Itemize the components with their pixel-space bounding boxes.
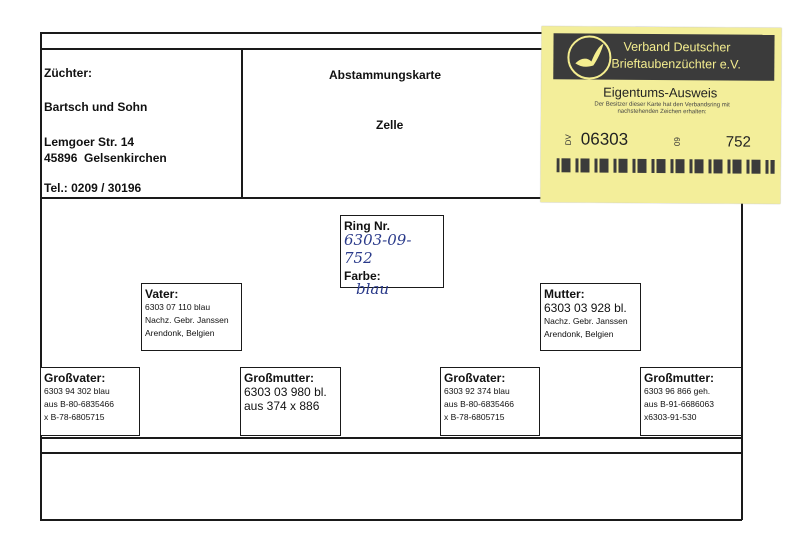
sticker-doc-title: Eigentums-Ausweis bbox=[603, 84, 718, 101]
father-ring: 6303 07 110 blau bbox=[145, 302, 211, 312]
footer-line-1 bbox=[40, 437, 742, 439]
year-label: 09 bbox=[672, 137, 682, 147]
father-box bbox=[141, 283, 242, 351]
grandmother-line2: aus 374 x 886 bbox=[244, 399, 320, 413]
grandmother-line1: 6303 03 980 bl. bbox=[244, 385, 327, 399]
ownership-sticker bbox=[540, 26, 781, 204]
grandmother-label: Großmutter: bbox=[244, 371, 314, 385]
grandfather-label: Großvater: bbox=[44, 371, 106, 385]
org-name-line1: Verband Deutscher bbox=[623, 39, 731, 55]
mother-label: Mutter: bbox=[544, 287, 585, 301]
color-value: blau bbox=[356, 280, 390, 298]
breeder-city: 45896 Gelsenkirchen bbox=[44, 151, 167, 165]
grandfather-line3: x B-78-6805715 bbox=[444, 412, 505, 422]
dove-logo-icon bbox=[567, 35, 611, 79]
grandfather-line2: aus B-80-6835466 bbox=[444, 399, 514, 409]
father-line2: Nachz. Gebr. Janssen bbox=[145, 315, 229, 325]
grandfather-label: Großvater: bbox=[444, 371, 506, 385]
mother-line2: Nachz. Gebr. Janssen bbox=[544, 316, 628, 326]
sticker-pattern bbox=[557, 158, 775, 174]
card-bottom-border bbox=[40, 519, 742, 521]
mother-ring: 6303 03 928 bl. bbox=[544, 301, 627, 315]
org-name-line2: Brieftaubenzüchter e.V. bbox=[611, 56, 741, 72]
footer-line-2 bbox=[40, 452, 742, 454]
grandfather-line1: 6303 94 302 blau bbox=[44, 386, 110, 396]
ring-box bbox=[340, 215, 444, 298]
breeder-phone: Tel.: 0209 / 30196 bbox=[44, 181, 142, 195]
color-label: Farbe: bbox=[344, 269, 381, 283]
father-label: Vater: bbox=[145, 287, 179, 301]
header-divider-vertical bbox=[241, 48, 243, 198]
grandmother-line3: x6303-91-530 bbox=[644, 412, 697, 422]
mother-line3: Arendonk, Belgien bbox=[544, 329, 614, 339]
cell-label: Zelle bbox=[376, 118, 404, 132]
grandmother-paternal-box bbox=[240, 367, 341, 436]
sticker-ring-number: 752 bbox=[725, 133, 751, 151]
club-number: 06303 bbox=[580, 129, 629, 149]
grandfather-line3: x B-78-6805715 bbox=[44, 412, 105, 422]
breeder-label: Züchter: bbox=[44, 66, 92, 80]
father-line3: Arendonk, Belgien bbox=[145, 328, 215, 338]
ring-value: 6303-09-752 bbox=[344, 231, 412, 267]
card-title: Abstammungskarte bbox=[329, 68, 442, 82]
grandfather-line2: aus B-80-6835466 bbox=[44, 399, 114, 409]
grandfather-paternal-box bbox=[40, 367, 140, 436]
dv-label: DV bbox=[563, 134, 573, 146]
grandmother-label: Großmutter: bbox=[644, 371, 714, 385]
grandfather-maternal-box bbox=[440, 367, 540, 436]
breeder-street: Lemgoer Str. 14 bbox=[44, 135, 135, 149]
grandfather-line1: 6303 92 374 blau bbox=[444, 386, 510, 396]
breeder-name: Bartsch und Sohn bbox=[44, 100, 148, 114]
mother-box bbox=[540, 283, 641, 351]
card-left-border bbox=[40, 32, 42, 520]
grandmother-line2: aus B-91-6686063 bbox=[644, 399, 714, 409]
sticker-header bbox=[553, 33, 774, 81]
ring-label: Ring Nr. bbox=[344, 219, 391, 233]
grandmother-maternal-box bbox=[640, 367, 742, 436]
grandmother-line1: 6303 96 866 geh. bbox=[644, 386, 711, 396]
sticker-note: Der Besitzer dieser Karte hat den Verbandsring mit nachstehenden Zeichen erhalten: bbox=[594, 101, 730, 116]
